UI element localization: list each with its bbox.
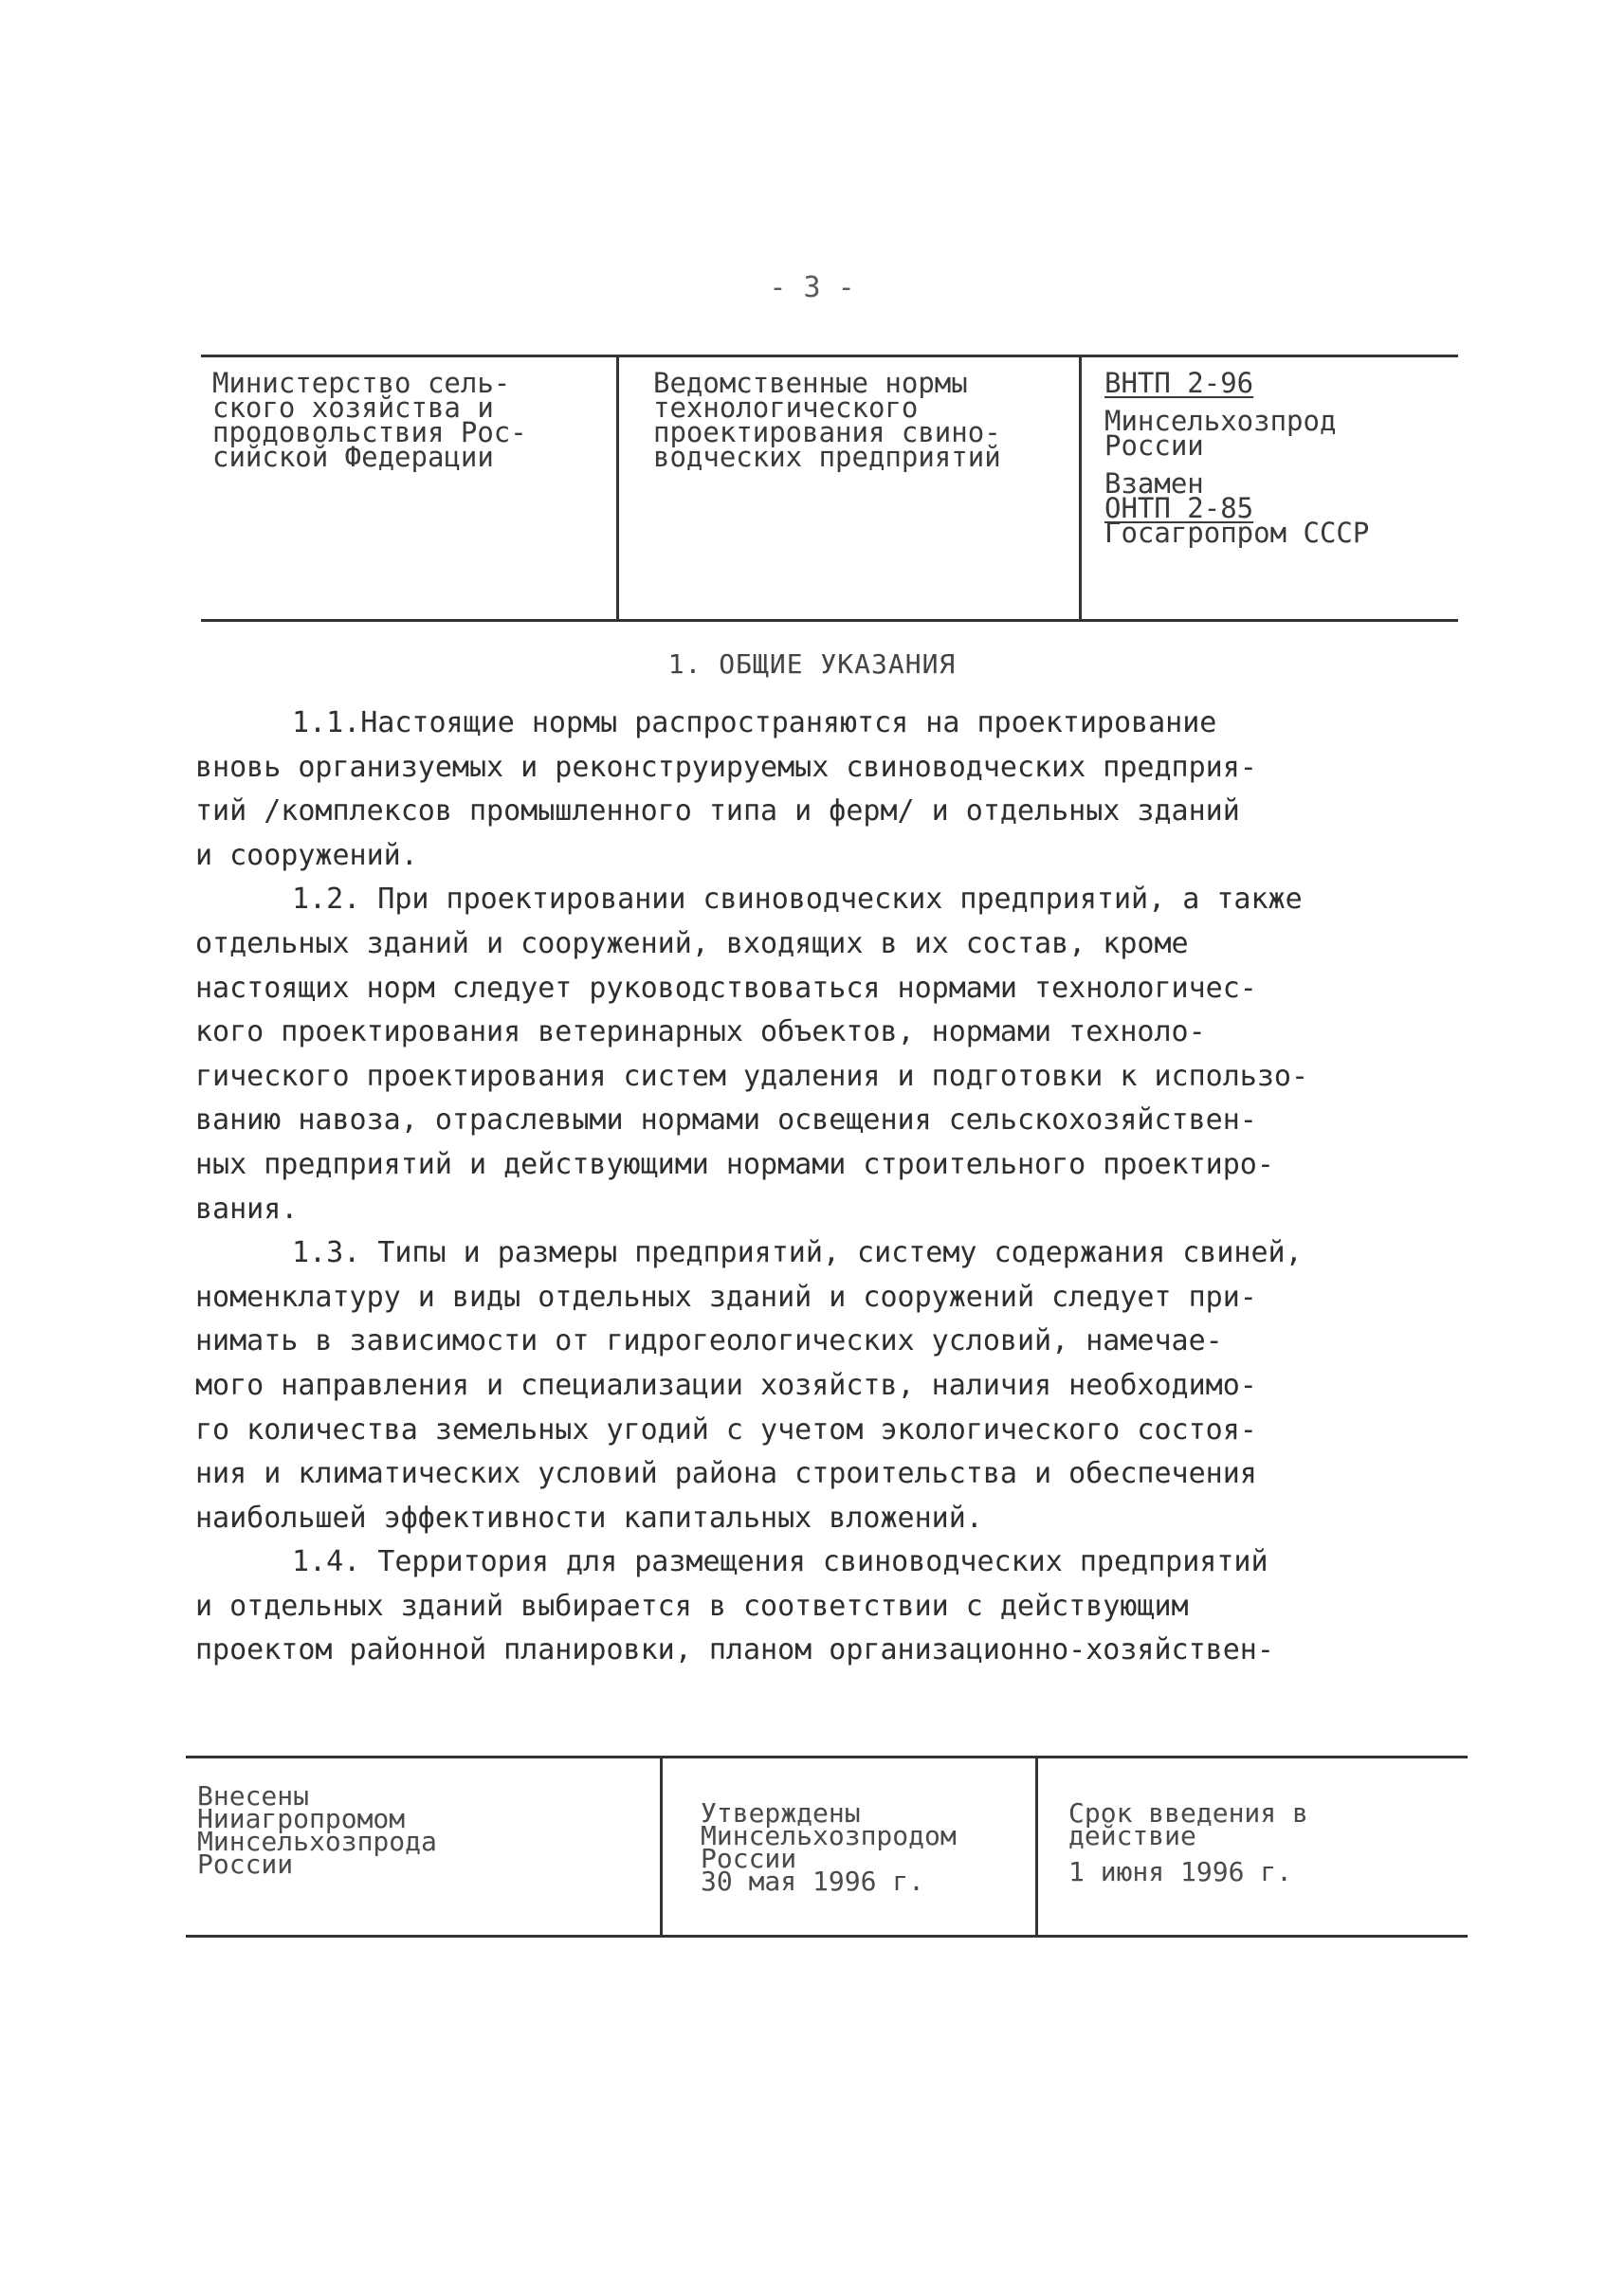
effective-date-label: действие (1068, 1820, 1196, 1851)
paragraph-line: 1.3. Типы и размеры предприятий, систему содержания свиней, (292, 1236, 1303, 1270)
ministry-line: сийской Федерации (212, 441, 494, 473)
ministry-cell (201, 357, 616, 619)
replaces-code: ОНТП 2-85 (1104, 492, 1254, 524)
document-title-line: Ведомственные нормы (653, 367, 968, 399)
paragraph-line: 1.2. При проектировании свиноводческих предприятий, а также (292, 883, 1303, 917)
ministry-line: Министерство сель- (212, 367, 511, 399)
paragraph-line: и отдельных зданий выбирается в соответствии с действующим (195, 1589, 1189, 1623)
submitted-by-line: Минсельхозпрода (197, 1826, 437, 1857)
paragraph-line: отдельных зданий и сооружений, входящих в их состав, кроме (195, 926, 1189, 960)
issuer-line: Минсельхозпрод (1104, 405, 1337, 437)
paragraph-line: проектом районной планировки, планом организационно-хозяйствен- (195, 1633, 1274, 1667)
header-table (201, 355, 1458, 622)
approval-date: 30 мая 1996 г. (701, 1866, 925, 1897)
replaces-issuer: Госагропром СССР (1104, 517, 1370, 549)
paragraph-line: ных предприятий и действующими нормами строительного проектиро- (195, 1147, 1274, 1181)
paragraph-line: настоящих норм следует руководствоваться нормами технологичес- (195, 971, 1257, 1005)
paragraph-line: гического проектирования систем удаления и подготовки к использо- (195, 1059, 1308, 1093)
approved-by-line: России (701, 1843, 797, 1874)
effective-date-cell (1035, 1758, 1468, 1935)
section-title: 1. ОБЩИЕ УКАЗАНИЯ (667, 648, 957, 680)
document-title-line: водческих предприятий (653, 441, 1001, 473)
page-number: - 3 - (769, 271, 855, 304)
submitted-by-cell (186, 1758, 660, 1935)
ministry-line: продовольствия Рос- (212, 416, 527, 448)
submitted-by-line: России (197, 1849, 294, 1880)
paragraph-line: мого направления и специализации хозяйств, наличия необходимо- (195, 1368, 1257, 1402)
replaces-label: Взамен (1104, 467, 1204, 500)
footer-table (186, 1756, 1468, 1938)
paragraph-line: нимать в зависимости от гидрогеологических условий, намечае- (195, 1324, 1223, 1358)
body-text (195, 701, 1428, 1673)
effective-date: 1 июня 1996 г. (1068, 1856, 1293, 1887)
paragraph-line: тий /комплексов промышленного типа и ферм/ и отдельных зданий (195, 794, 1240, 829)
paragraph-line: кого проектирования ветеринарных объектов, нормами техноло- (195, 1015, 1206, 1049)
submitted-by-line: Внесены (197, 1780, 310, 1812)
document-title-cell (616, 357, 1079, 619)
effective-date-label: Срок введения в (1068, 1797, 1308, 1829)
paragraph-line: ванию навоза, отраслевыми нормами освещения сельскохозяйствен- (195, 1103, 1257, 1138)
paragraph-line: вания. (195, 1192, 299, 1226)
paragraph-line: вновь организуемых и реконструируемых свиноводческих предприя- (195, 750, 1257, 784)
submitted-by-line: Нииагропромом (197, 1803, 406, 1834)
document-code: ВНТП 2-96 (1104, 367, 1254, 399)
paragraph-line: 1.4. Территория для размещения свиноводческих предприятий (292, 1545, 1268, 1579)
issuer-line: России (1104, 429, 1204, 462)
paragraph-line: наибольшей эффективности капитальных вложений. (195, 1501, 983, 1535)
paragraph-line: ния и климатических условий района строительства и обеспечения (195, 1457, 1257, 1491)
ministry-line: ского хозяйства и (212, 392, 494, 424)
document-title-line: технологического (653, 392, 919, 424)
approved-by-line: Утверждены (701, 1797, 861, 1829)
document-code-cell (1079, 357, 1458, 619)
paragraph-line: и сооружений. (195, 838, 418, 872)
paragraph-line: го количества земельных угодий с учетом экологического состоя- (195, 1412, 1257, 1447)
document-title-line: проектирования свино- (653, 416, 1001, 448)
paragraph-line: номенклатуру и виды отдельных зданий и сооружений следует при- (195, 1280, 1257, 1314)
paragraph-line: 1.1.Настоящие нормы распространяются на проектирование (292, 706, 1217, 739)
approved-by-cell (660, 1758, 1035, 1935)
approved-by-line: Минсельхозпродом (701, 1820, 957, 1851)
